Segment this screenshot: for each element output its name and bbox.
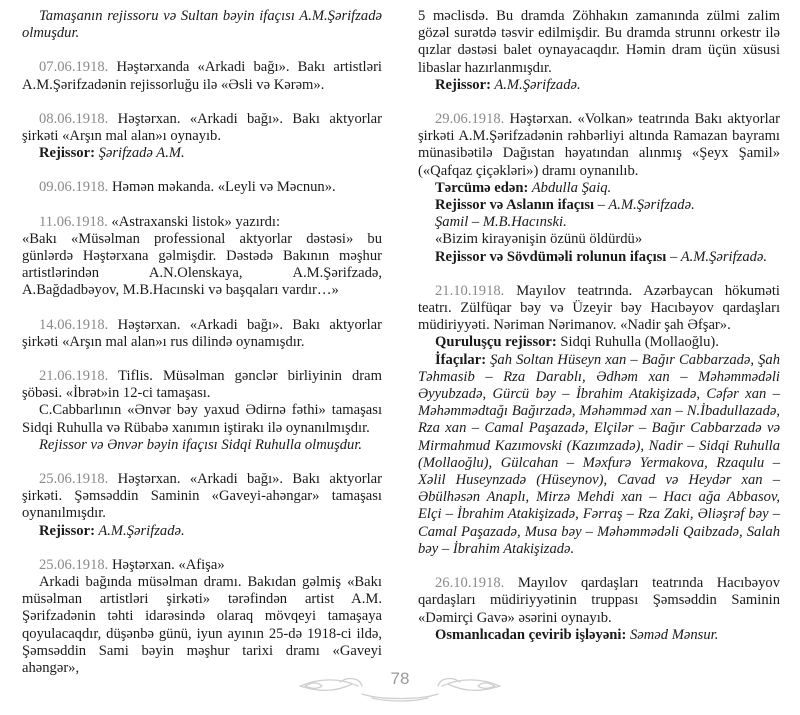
left-column [22, 8, 382, 677]
entry-paragraph [22, 111, 382, 145]
director-line [418, 77, 780, 94]
entry-date: 09.06.1918. [39, 179, 109, 196]
adapter-label: Osmanlıcadan çevirib işləyəni: [435, 626, 627, 643]
entry-paragraph [22, 214, 382, 231]
director-line [22, 523, 382, 540]
entry-paragraph [22, 471, 382, 523]
entry-date: 26.10.1918. [435, 575, 505, 592]
director-value: A.M.Şərifzadə. [94, 522, 185, 539]
entry-text: «Astraxanski listok» yazırdı: [107, 213, 281, 230]
entry-date: 21.10.1918. [435, 282, 505, 299]
stage-director-value: Sidqi Ruhulla (Mollaoğlu). [556, 334, 719, 351]
entry-paragraph [22, 557, 382, 574]
director-label: Rejissor: [39, 145, 95, 162]
director-value: – A.M.Şərifzadə. [666, 248, 768, 265]
translator-value: Abdulla Şaiq. [528, 179, 612, 196]
stage-director-label: Quruluşçu rejissor: [435, 334, 557, 351]
entry-paragraph [22, 317, 382, 351]
adapter-value: Səməd Mənsur. [626, 626, 719, 643]
director-label: Rejissor və Aslanın ifaçısı [435, 197, 595, 214]
entry-date: 21.06.1918. [39, 368, 109, 385]
entry-date: 14.06.1918. [39, 316, 109, 333]
cast-label: İfaçılar: [435, 351, 487, 368]
director-line [418, 197, 780, 214]
play-title-line: «Bizim kirayənişin özünü öldürdü» [435, 231, 643, 248]
director-value: A.M.Şərifzadə. [490, 76, 581, 93]
entry-text: Mayılov teatrında. Azərbaycan hökuməti teatrı. Zülfüqar bəy və Üzeyir bəy Hacıbəyov qardaşları müdiriyyəti. Nəriman Nərimanov. «Nadir şah Əfşar». [418, 282, 780, 334]
entry-date: 25.06.1918. [39, 471, 109, 488]
director-label: Rejissor: [435, 76, 491, 93]
cast-line: Şamil – M.B.Hacınski. [435, 214, 567, 231]
entry-date: 29.06.1918. [435, 111, 505, 128]
director-value: – A.M.Şərifzadə. [594, 197, 695, 214]
entry-text: Həmən məkanda. «Leyli və Məcnun». [108, 179, 336, 196]
translator-label: Tərcümə edən: [435, 179, 529, 196]
entry-paragraph [22, 59, 382, 93]
adapter-line [418, 627, 780, 644]
cast-list [418, 352, 780, 558]
right-column [418, 8, 780, 644]
poster-continuation: 5 məclisdə. Bu dramda Zöhhakın zamanında zülmi zalim gözəl surətdə təsvir edilmişdir. Bu dramda strunnı orkestr ilə qızlar dəstəsi balet oynayacaqdır. Həmin dram üçün xüsusi libaslar hazırlanmışdır. [418, 8, 780, 76]
entry-paragraph [22, 179, 382, 196]
entry-paragraph [418, 283, 780, 335]
entry-paragraph-2: C.Cabbarlının «Ənvər bəy yaxud Ədirnə fəthi» tamaşası Sidqi Ruhulla və Rübabə xanımın iştirakı ilə oynanılmışdır. [22, 402, 382, 436]
entry-text: Həştərxanda «Arkadi bağı». Bakı artistləri A.M.Şərifzadənin rejissorluğu ilə «Əsli və Kərəm». [22, 59, 382, 93]
director-value: Şərifzadə A.M. [94, 145, 185, 162]
entry-07-06 [22, 59, 382, 93]
entry-text: Həştərxan. «Volkan» teatrında Bakı aktyorlar şirkəti A.M.Şərifzadənin rəhbərliyi altında Ramazan bayramı münasibətilə Dağıstan həyatından alınmış «Şeyx Şamil» («Qafqaz çiçəkləri») dramı oynanılıb. [418, 111, 780, 179]
newspaper-quote: «Bakı «Müsəlman professional aktyorlar dəstəsi» bu günlərdə Həştərxana gəlmişdir. Dəstədə Bakının məşhur artistlərindən A.N.Olenskaya, A.M.Şərifzadə, A.Bağdadbəyov, M.B.Hacınski və başqaları vardır…» [22, 230, 382, 299]
stage-director-line [418, 334, 780, 351]
entry-29-06 [418, 111, 780, 266]
entry-text: Həştərxan. «Afişa» [108, 556, 225, 573]
entry-14-06 [22, 317, 382, 351]
director-note: Rejissor və Ənvər bəyin ifaçısı Sidqi Ruhulla olmuşdur. [39, 436, 363, 453]
entry-21-06 [22, 368, 382, 454]
page-footer [0, 664, 800, 704]
entry-text: Həştərxan. «Arkadi bağı». Bakı aktyorlar şirkəti «Arşın mal alan»ı rus dilində oynamışdır. [22, 316, 382, 350]
entry-date: 08.06.1918. [39, 110, 109, 127]
director-line [22, 145, 382, 162]
entry-11-06 [22, 214, 382, 300]
entry-26-10 [418, 575, 780, 644]
entry-text: Tiflis. Müsəlman gənclər birliyinin dram şöbəsi. «İbrət»in 12-ci tamaşası. [22, 368, 382, 402]
intro-text: Tamaşanın rejissoru və Sultan bəyin ifaçısı A.M.Şərifzadə olmuşdur. [22, 8, 382, 42]
entry-text: Həştərxan. «Arkadi bağı». Bakı aktyorlar şirkəti «Arşın mal alan»ı oynayıb. [22, 110, 382, 145]
cast-value: Şah Soltan Hüseyn xan – Bağır Cabbarzadə, Şah Təhmasib – Rza Darablı, Ədhəm xan – Məhəmmədəli Əyyubzadə, Gürcü bəy – İbrahim Atakişizadə, Cəfər xan – Məhəmmədtağı Bağırzadə, Məhəmməd xan – N.İbadullazadə, Rza xan – Camal Paşazadə, Elçilər – Bağır Cabbarzadə və Mirmahmud Kazımovski (Kazımzadə), Nadir – Sidqi Ruhulla (Mollaoğlu), Gülcahan – Məxfurə Yermakova, Rzaqulu – Xəlil Huseynzadə (Hüseynov), Cavad və Heydər xan – Əbülhəsən Anaplı, Mirzə Mehdi xan – Hacı ağa Abbasov, Elçi – İbrahim Atakişizadə, Fərraş – Rza Zaki, Əliəşrəf bəy – Camal Paşazadə, Musa bəy – Məhəmmədəli Qaibzadə, Salah bəy – İbrahim Atakişizadə. [418, 351, 780, 557]
entry-25-06-a [22, 471, 382, 540]
translator-line [418, 180, 780, 197]
poster-body: Arkadi bağında müsəlman dramı. Bakıdan gəlmiş «Bakı müsəlman artistləri şirkəti» tərəfindən artist A.M. Şərifzadənin təhti idarəsində olaraq mövqeyi tamaşaya qoyulacaqdır, düşənbə günü, iyun ayının 25-də 1918-ci ildə, Şəmsəddin Sami bəyin məşhur tarixi dramı «Gaveyi ahəngər», [22, 574, 382, 677]
entry-09-06 [22, 179, 382, 196]
entry-08-06 [22, 111, 382, 163]
entry-paragraph [22, 368, 382, 402]
entry-paragraph [418, 111, 780, 180]
director-label: Rejissor və Sövdüməli rolunun ifaçısı [435, 248, 667, 265]
entry-paragraph [418, 575, 780, 627]
entry-21-10 [418, 283, 780, 558]
entry-date: 25.06.1918. [39, 556, 109, 573]
entry-25-06-b [22, 557, 382, 677]
entry-text: Mayılov qardaşları teatrında Hacıbəyov qardaşları müdiriyyətinin truppası Şəmsəddin Saminin «Dəmirçi Gavə» əsərini oynayıb. [418, 575, 780, 626]
director-label: Rejissor: [39, 522, 95, 539]
page-number: 78 [390, 669, 410, 688]
entry-date: 11.06.1918. [39, 213, 108, 230]
entry-text: Həştərxan. «Arkadi bağı». Bakı aktyorlar şirkəti. Şəmsəddin Saminin «Gaveyi-ahəngar» tamaşası oynanılmışdır. [22, 471, 382, 522]
director-line [418, 249, 780, 266]
entry-date: 07.06.1918. [39, 59, 109, 76]
